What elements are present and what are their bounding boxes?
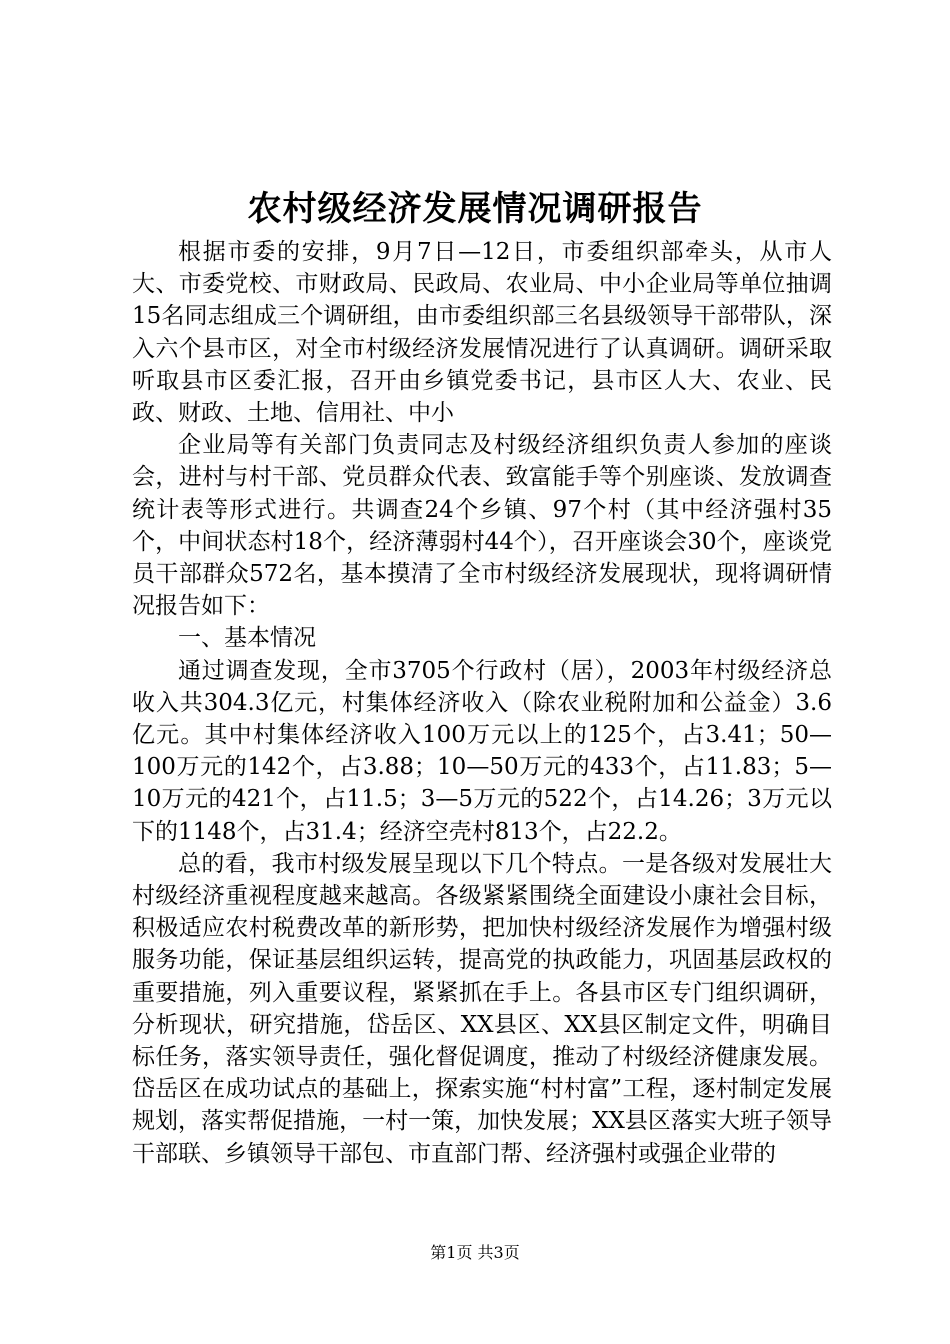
document-title: 农村级经济发展情况调研报告 [247,189,703,229]
page-number-footer: 第1页 共3页 [430,1243,520,1262]
paragraph-features: 总的看，我市村级发展呈现以下几个特点。一是各级对发展壮大村级经济重视程度越来越高。各级紧紧围绕全面建设小康社会目标，积极适应农村税费改革的新形势，把加快村级经济发展作为增强村级服务功能，保证基层组织运转，提高党的执政能力，巩固基层政权的重要措施，列入重要议程，紧紧抓在手上。各县市区专门组织调研，分析现状，研究措施，岱岳区、XX县区、XX县区制定文件，明确目标任务，落实领导责任，强化督促调度，推动了村级经济健康发展。岱岳区在成功试点的基础上，探索实施“村村富”工程，逐村制定发展规划，落实帮促措施，一村一策，加快发展；XX县区落实大班子领导干部联、乡镇领导干部包、市直部门帮、经济强村或强企业带的 [132,850,832,1167]
document-body [132,236,832,1170]
paragraph-method: 企业局等有关部门负责同志及村级经济组织负责人参加的座谈会，进村与村干部、党员群众代表、致富能手等个别座谈、发放调查统计表等形式进行。共调查24个乡镇、97个村（其中经济强村35个，中间状态村18个，经济薄弱村44个），召开座谈会30个，座谈党员干部群众572名，基本摸清了全市村级经济发展现状，现将调研情况报告如下： [132,432,832,620]
paragraph-intro: 根据市委的安排，9月7日—12日，市委组织部牵头，从市人大、市委党校、市财政局、民政局、农业局、中小企业局等单位抽调15名同志组成三个调研组，由市委组织部三名县级领导干部带队，深入六个县市区，对全市村级经济发展情况进行了认真调研。调研采取听取县市区委汇报，召开由乡镇党委书记，县市区人大、农业、民政、财政、土地、信用社、中小 [132,239,832,427]
paragraph-statistics: 通过调查发现，全市3705个行政村（居），2003年村级经济总收入共304.3亿元，村集体经济收入（除农业税附加和公益金）3.6亿元。其中村集体经济收入100万元以上的125个，占3.41；50—100万元的142个，占3.88；10—50万元的433个，占11.83；5—10万元的421个，占11.5；3—5万元的522个，占14.26；3万元以下的1148个，占31.4；经济空壳村813个，占22.2。 [132,657,832,845]
section-heading-basic: 一、基本情况 [178,625,316,652]
